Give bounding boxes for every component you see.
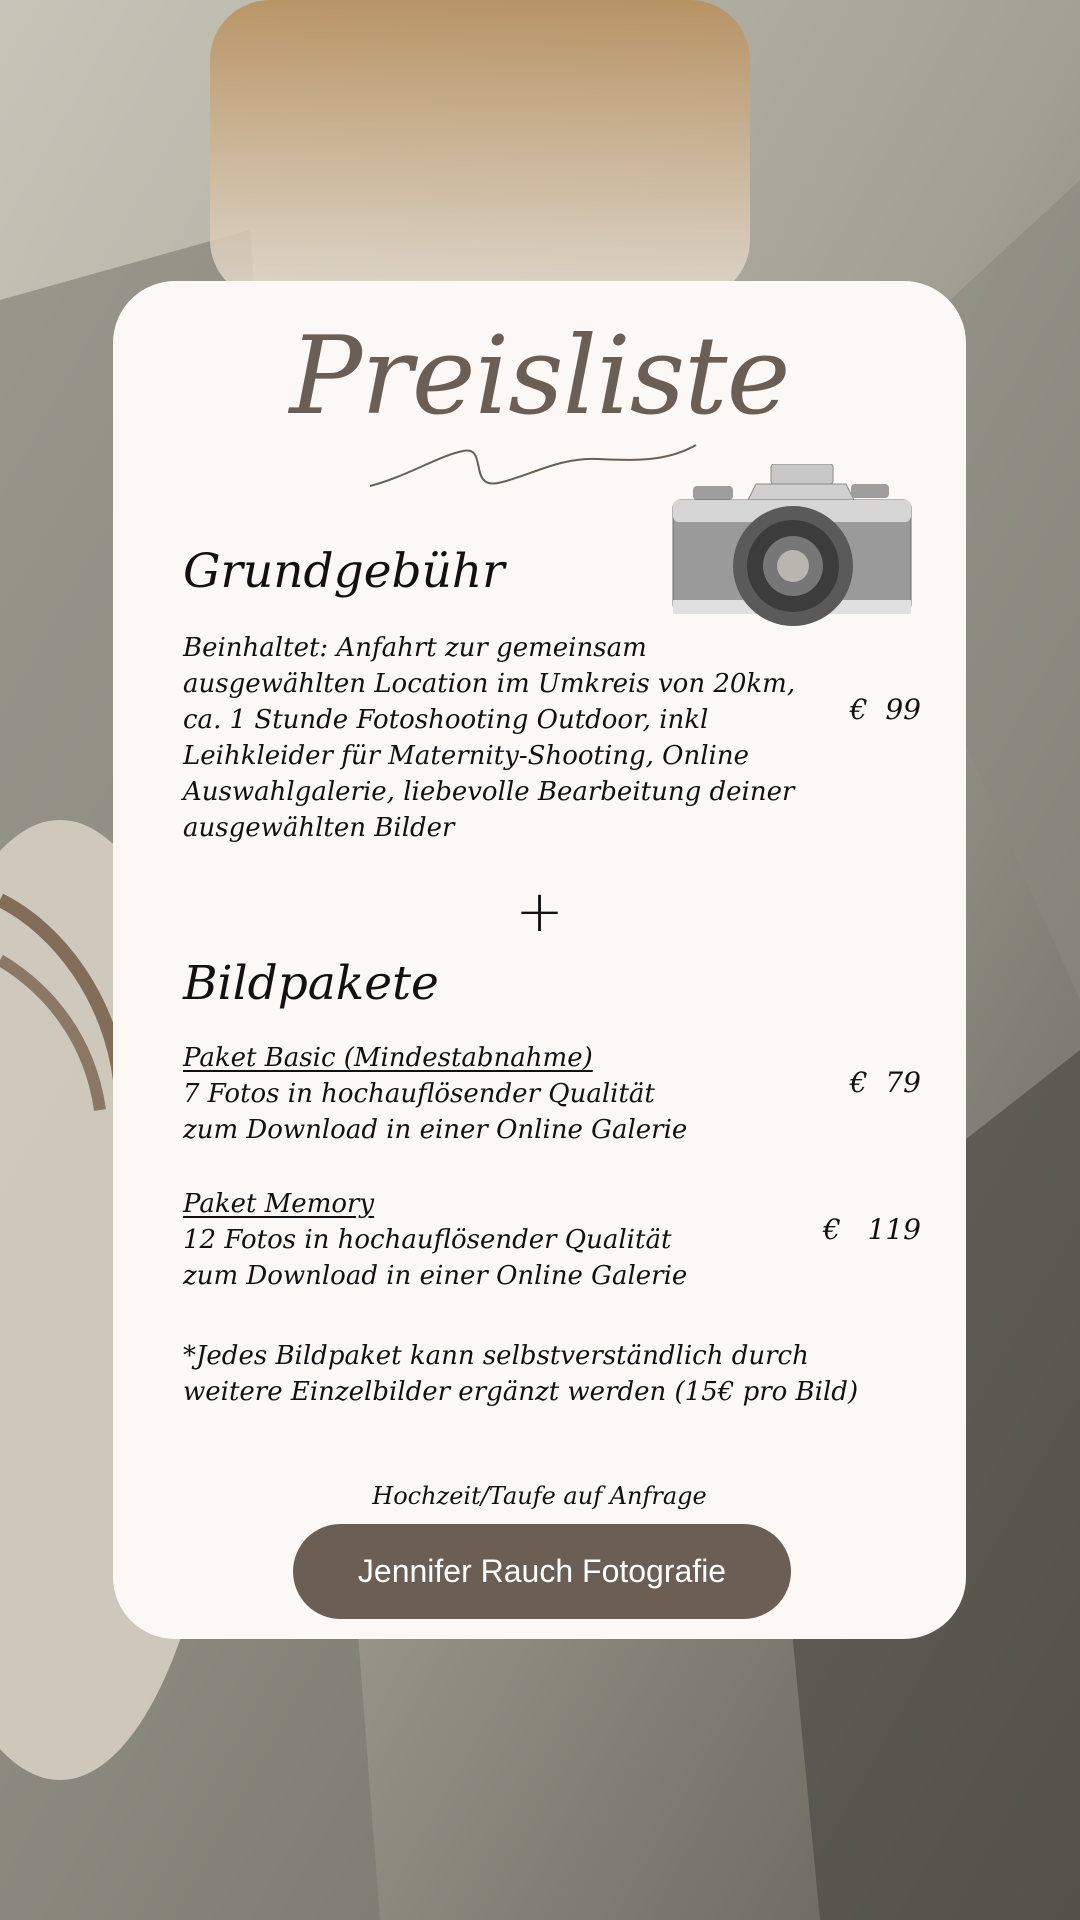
description-line: Leihkleider für Maternity-Shooting, Online — [183, 741, 750, 771]
description-line: Auswahlgalerie, liebevolle Bearbeitung deiner — [183, 777, 795, 807]
note-line: *Jedes Bildpaket kann selbstverständlich durch — [183, 1341, 809, 1371]
package-name: Paket Memory — [183, 1189, 375, 1219]
base-fee-price: € 99 — [849, 693, 921, 726]
description-line: ausgewählten Bilder — [183, 813, 455, 843]
package-detail: 7 Fotos in hochauflösender Qualität — [183, 1079, 655, 1109]
extra-images-note — [183, 1338, 858, 1410]
package-memory-price: € 119 — [823, 1213, 921, 1246]
on-request-note: Hochzeit/Taufe auf Anfrage — [372, 1482, 707, 1510]
price-list-card — [113, 281, 966, 1639]
description-line: ca. 1 Stunde Fotoshooting Outdoor, inkl — [183, 705, 709, 735]
package-basic — [183, 1040, 687, 1148]
description-line: ausgewählten Location im Umkreis von 20km, — [183, 669, 796, 699]
package-basic-price: € 79 — [849, 1066, 921, 1099]
package-detail: zum Download in einer Online Galerie — [183, 1115, 688, 1145]
studio-name-button[interactable]: Jennifer Rauch Fotografie — [293, 1524, 791, 1619]
note-line: weitere Einzelbilder ergänzt werden (15€ pro Bild) — [183, 1377, 859, 1407]
plus-separator: + — [515, 877, 564, 945]
camera-icon — [671, 464, 913, 632]
package-detail: 12 Fotos in hochauflösender Qualität — [183, 1225, 672, 1255]
decorative-swirl — [368, 431, 698, 491]
description-line: Beinhaltet: Anfahrt zur gemeinsam — [183, 633, 647, 663]
base-fee-heading: Grundgebühr — [183, 544, 505, 599]
base-fee-description — [183, 630, 795, 846]
package-detail: zum Download in einer Online Galerie — [183, 1261, 688, 1291]
package-name: Paket Basic (Mindestabnahme) — [183, 1043, 593, 1073]
package-memory — [183, 1186, 687, 1294]
packages-heading: Bildpakete — [183, 956, 439, 1011]
page-title: Preisliste — [289, 314, 790, 439]
